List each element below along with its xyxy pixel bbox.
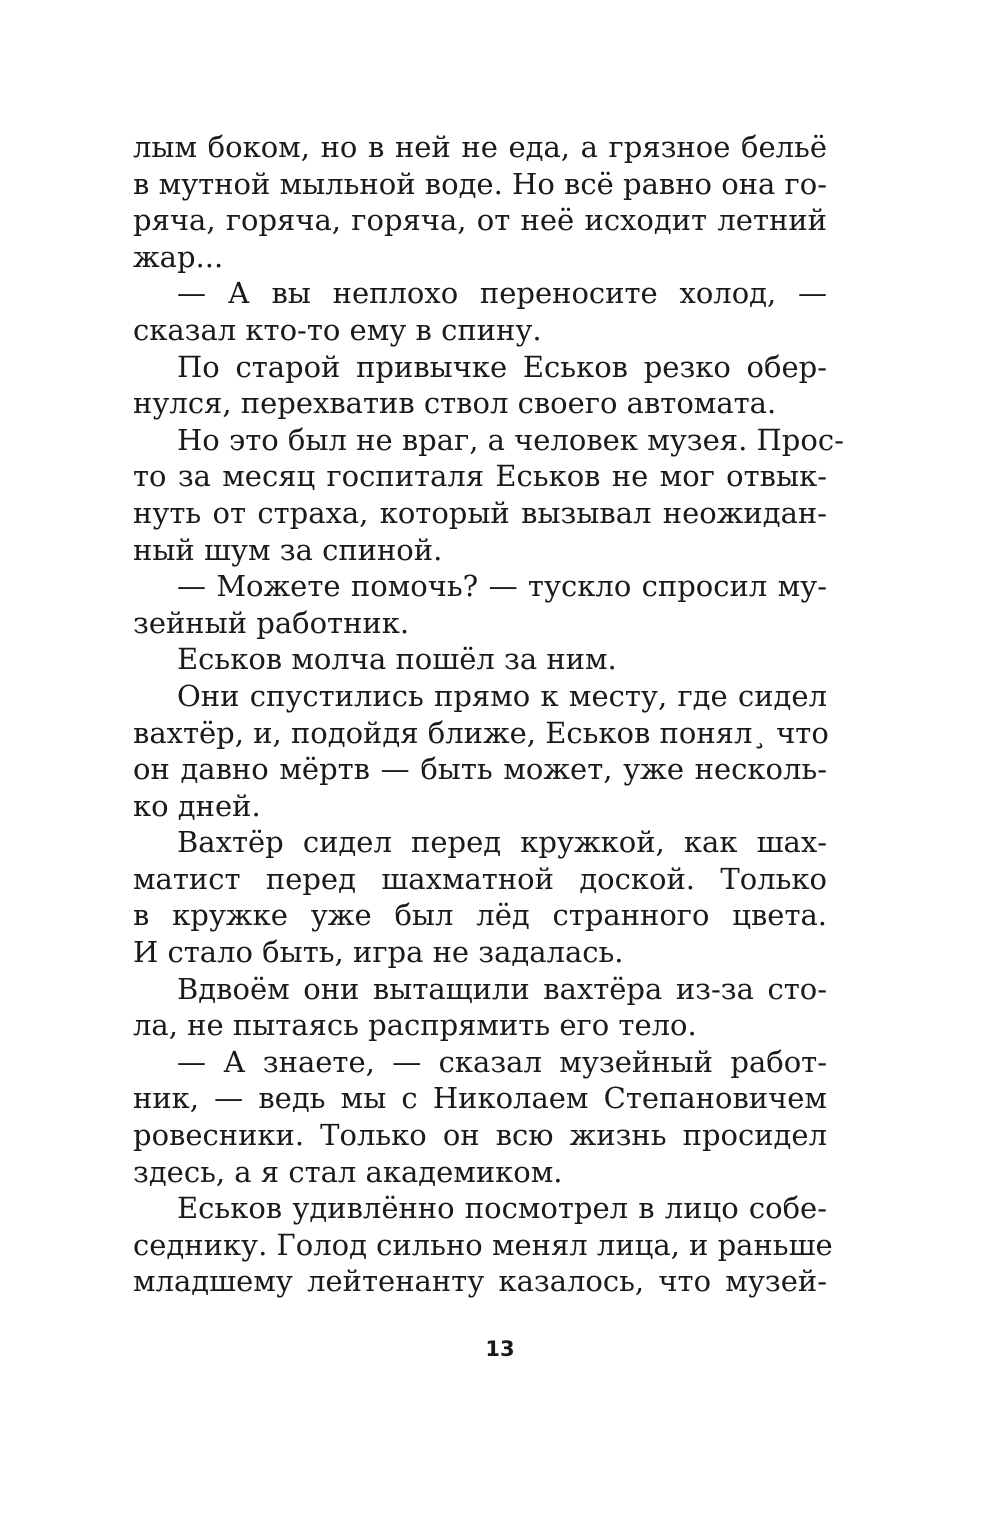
text-line: Но это был не враг, а человек музея. Прос- [177,422,844,457]
text-line: — А вы неплохо переносите холод, — [177,276,827,311]
text-line: Вдвоём они вытащили вахтёра из-за сто- [177,971,827,1006]
page-number: 13 [485,1337,515,1361]
text-line: в мутной мыльной воде. Но всё равно она го- [133,166,827,201]
text-line: ровесники. Только он всю жизнь просидел [133,1118,827,1153]
text-line: лым боком, но в ней не еда, а грязное бельё [133,130,827,164]
text-line: — А знаете, — сказал музейный работ- [177,1044,827,1079]
text-line: то за месяц госпиталя Еськов не мог отвык- [133,459,827,494]
text-line: вахтёр, и, подойдя ближе, Еськов понял¸ что [133,715,829,750]
text-line: младшему лейтенанту казалось, что музей- [133,1264,827,1299]
text-line: И стало быть, игра не задалась. [133,935,624,970]
text-line: ник, — ведь мы с Николаем Степановичем [133,1081,827,1116]
text-line: сказал кто-то ему в спину. [133,312,542,347]
text-line: нулся, перехватив ствол своего автомата. [133,386,777,421]
text-line: он давно мёртв — быть может, уже несколь- [133,752,827,787]
text-line: здесь, а я стал академиком. [133,1154,563,1189]
text-line: матист перед шахматной доской. Только [133,861,827,896]
text-line: зейный работник. [133,605,410,640]
text-line: Еськов удивлённо посмотрел в лицо собе- [177,1191,827,1226]
text-line: седнику. Голод сильно менял лица, и раньше [133,1227,833,1262]
text-line: нуть от страха, который вызывал неожидан- [133,495,827,530]
text-line: Еськов молча пошёл за ним. [177,642,617,677]
text-line: ный шум за спиной. [133,532,443,567]
text-line: — Можете помочь? — тускло спросил му- [177,569,827,604]
text-line: ла, не пытаясь распрямить его тело. [133,1008,697,1043]
text-line: Вахтёр сидел перед кружкой, как шах- [177,825,827,860]
body-text [133,129,844,1300]
text-line: ряча, горяча, горяча, от неё исходит летний [133,203,827,238]
text-line: жар... [133,239,224,274]
text-line: Они спустились прямо к месту, где сидел [177,678,827,713]
text-line: По старой привычке Еськов резко обер- [177,349,827,384]
text-line: ко дней. [133,788,261,823]
text-line: в кружке уже был лёд странного цвета. [133,898,827,933]
